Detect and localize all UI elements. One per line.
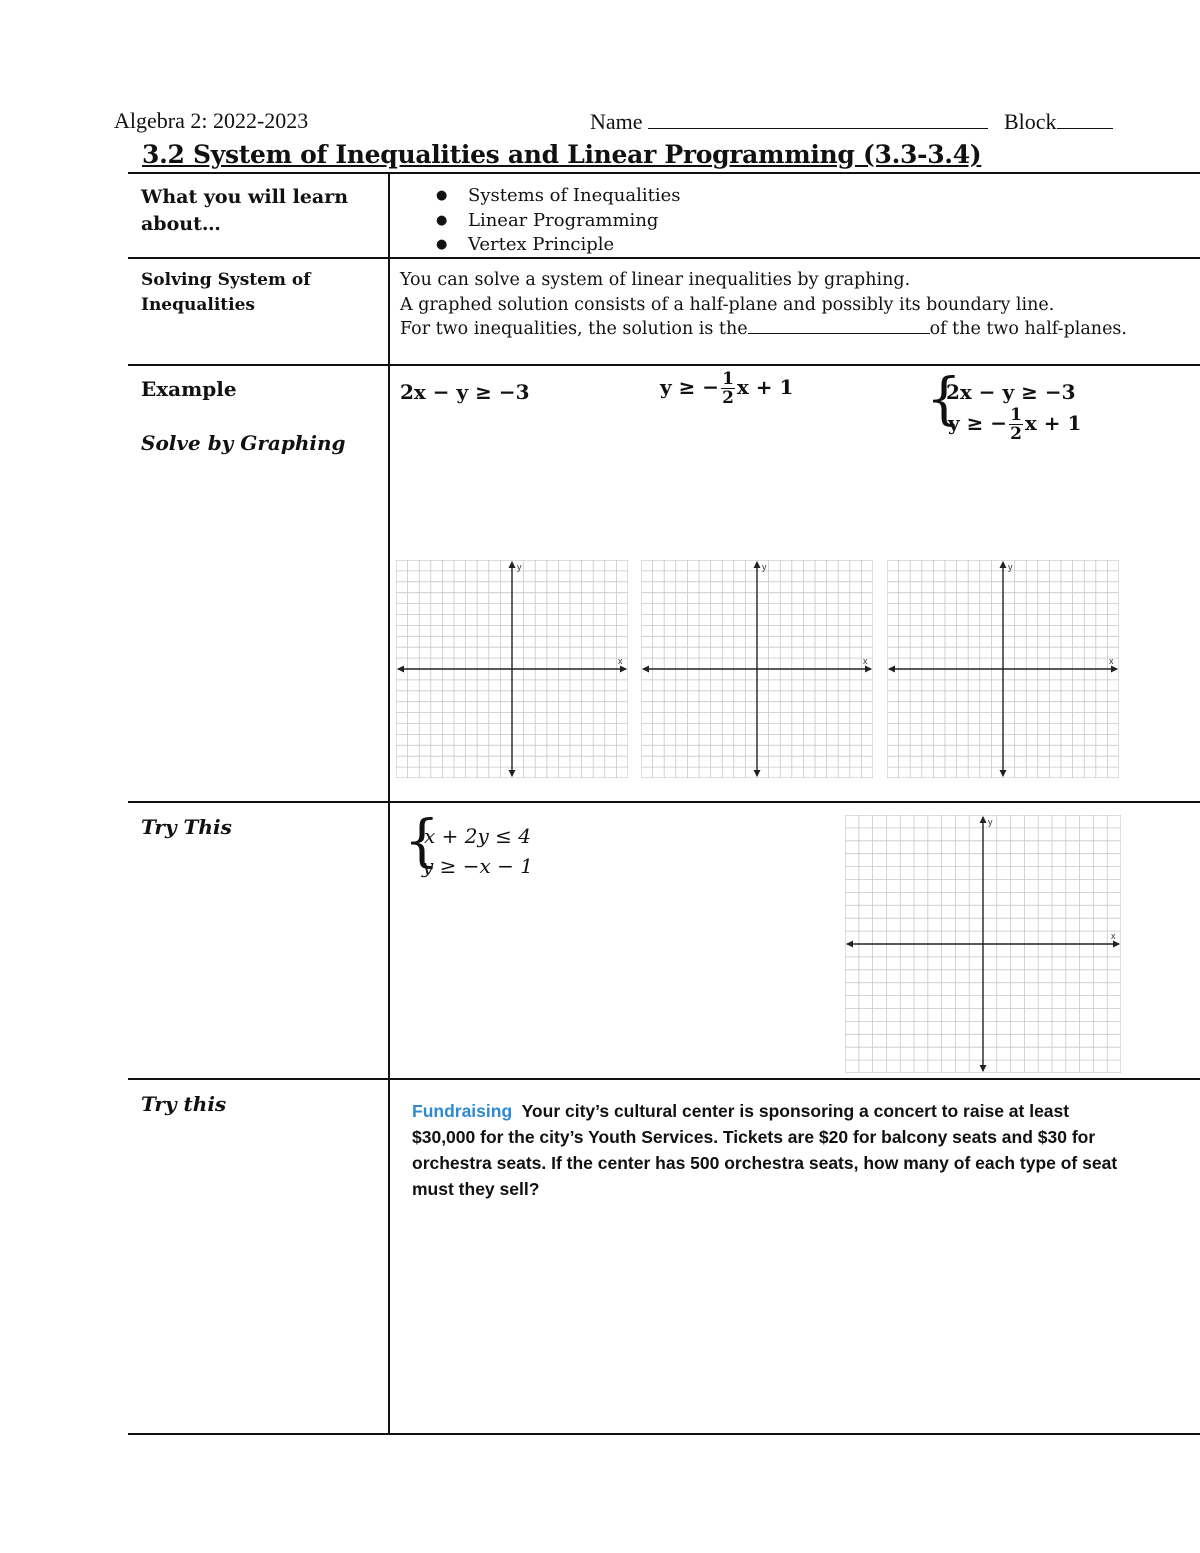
y-arrow-up-icon	[1000, 561, 1007, 568]
solving-line-3-before: For two inequalities, the solution is the	[400, 319, 748, 339]
learn-item: ● Vertex Principle	[432, 233, 680, 258]
y-arrow-up-icon	[509, 561, 516, 568]
problem-text: Your city’s cultural center is sponsoring a concert to raise at least $30,000 for the city’s Youth Services. Tickets are $20 for balcony seats and $30 for orchestra seats. If the center has 500 orchestra seats, how many of each type of seat must they sell?	[412, 1101, 1118, 1199]
learn-label: What you will learn about…	[141, 186, 349, 235]
y-arrow-down-icon	[754, 770, 761, 777]
y-axis-label: y	[517, 562, 522, 572]
example-sublabel: Solve by Graphing	[141, 431, 346, 455]
system-line-1: 2x − y ≥ −3	[946, 380, 1076, 404]
x-arrow-right-icon	[620, 666, 627, 673]
block-field[interactable]	[1004, 108, 1113, 135]
page-title: 3.2 System of Inequalities and Linear Programming (3.3-3.4)	[142, 140, 982, 169]
x-axis-label: x	[863, 656, 868, 666]
solution-blank[interactable]	[748, 317, 930, 334]
y-arrow-down-icon	[980, 1065, 987, 1072]
x-axis-label: x	[1109, 656, 1114, 666]
solving-line-1: You can solve a system of linear inequalities by graphing.	[400, 270, 911, 290]
left-brace-icon: {	[926, 367, 962, 432]
example-inequality-1: 2x − y ≥ −3	[400, 380, 530, 404]
x-arrow-left-icon	[397, 666, 404, 673]
learn-list	[432, 184, 680, 258]
x-axis-label: x	[1111, 931, 1116, 941]
x-arrow-right-icon	[865, 666, 872, 673]
y-axis-label: y	[762, 562, 767, 572]
x-arrow-left-icon	[888, 666, 895, 673]
y-axis-label: y	[1008, 562, 1013, 572]
y-arrow-up-icon	[754, 561, 761, 568]
example-label: Example	[141, 377, 237, 401]
name-blank[interactable]	[648, 108, 988, 129]
table-top-border	[128, 172, 1200, 174]
x-arrow-left-icon	[846, 941, 853, 948]
table-bottom-border	[128, 1433, 1200, 1435]
example-inequality-2	[660, 370, 793, 407]
fraction: $\frac{1}{2}$	[722, 369, 734, 408]
coordinate-grid-2[interactable]	[641, 560, 873, 778]
x-arrow-right-icon	[1113, 941, 1120, 948]
y-axis-label: y	[988, 817, 993, 827]
column-divider	[388, 173, 390, 1434]
try-this-label: Try This	[141, 815, 232, 839]
x-axis-label: x	[618, 656, 623, 666]
solving-line-3-after: of the two half-planes.	[929, 319, 1127, 339]
left-brace-icon: {	[404, 809, 440, 874]
solving-line-3	[400, 317, 1127, 342]
learn-item: ● Linear Programming	[432, 209, 680, 234]
ineq2-left: y ≥ −	[660, 375, 720, 399]
row-divider-2	[128, 364, 1200, 366]
name-field[interactable]	[590, 108, 988, 135]
try-system-line-1: x + 2y ≤ 4	[424, 824, 531, 848]
block-blank[interactable]	[1057, 108, 1113, 129]
word-problem	[412, 1098, 1124, 1202]
course-label: Algebra 2: 2022-2023	[114, 108, 309, 133]
problem-keyword: Fundraising	[412, 1101, 513, 1121]
system-line-2: y ≥ − $\frac{1}{2}$ x + 1	[948, 405, 1082, 444]
x-arrow-right-icon	[1111, 666, 1118, 673]
name-label: Name	[590, 109, 643, 134]
solving-line-2: A graphed solution consists of a half-plane and possibly its boundary line.	[400, 294, 1055, 315]
row-divider-4	[128, 1078, 1200, 1080]
x-arrow-left-icon	[642, 666, 649, 673]
row-divider-3	[128, 801, 1200, 803]
coordinate-grid-3[interactable]	[887, 560, 1119, 778]
try-this-2-label: Try this	[141, 1092, 227, 1116]
coordinate-grid-4[interactable]	[845, 815, 1121, 1073]
solving-label: Solving System of Inequalities	[141, 270, 311, 315]
coordinate-grid-1[interactable]	[396, 560, 628, 778]
solving-text	[400, 268, 1127, 342]
y-arrow-up-icon	[980, 816, 987, 823]
try-system-line-2: y ≥ −x − 1	[422, 854, 534, 878]
block-label: Block	[1004, 109, 1057, 134]
ineq2-right: x + 1	[736, 375, 794, 399]
learn-item: ● Systems of Inequalities	[432, 184, 680, 209]
y-arrow-down-icon	[509, 770, 516, 777]
y-arrow-down-icon	[1000, 770, 1007, 777]
